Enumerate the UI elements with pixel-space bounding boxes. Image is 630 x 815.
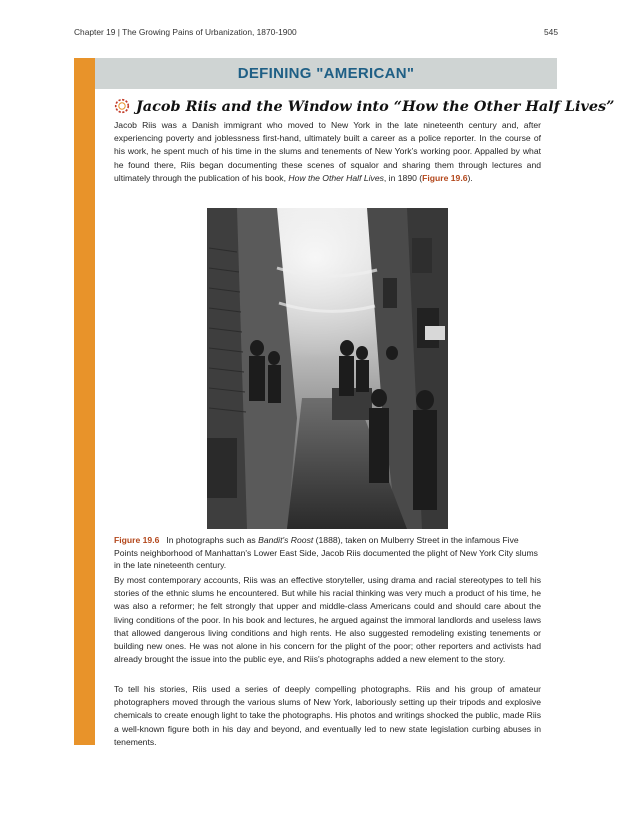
feature-title-text: Jacob Riis and the Window into “How the Other Half Lives” [136,97,615,115]
figure-reference-link[interactable]: Figure 19.6 [422,172,468,183]
feature-title [114,95,615,117]
paragraph-2: By most contemporary accounts, Riis was an effective storyteller, using drama and racial stereotypes to tell his stories of the ethnic slums he encountered. But while his racial thinking was very much a product of his time, he was also a reformer; he felt strongly that upper and middle-class Americans could and should care about the living conditions of the poor. In his book and lectures, he argued against the immoral landlords and useless laws that allowed dangerous living conditions and high rents. He also suggested remodeling existing tenements or building new ones. He was not alone in his concern for the plight of the poor; other reporters and activists had already brought the issue into the public eye, and Riis's photographs added a new element to the story. [114,575,541,665]
alley-photograph [207,208,448,529]
paragraph-1 [114,119,541,185]
american-badge-icon [114,98,130,114]
feature-accent-bar [74,58,95,745]
bandits-roost-photo [207,208,448,529]
caption-text-cont: (1888), taken on Mulberry Street in the infamous Five Points neighborhood of Manhattan's Lower East Side, Jacob Riis documented the plight of New York City slums in the late nineteenth century. [114,535,538,571]
paragraph-3: To tell his stories, Riis used a series of deeply compelling photographs. Riis and his group of amateur photographers moved through the various slums of New York, laboriously setting up their tripods and explosive chemicals to create enough light to take the photographs. His photos and writings shocked the public, made Riis a well-known figure both in his day and beyond, and eventually led to new state legislation curbing abuses in tenements. [114,684,541,747]
book-title: How the Other Half Lives [288,172,384,183]
paragraph-1-text-end: ). [467,172,473,183]
chapter-title: Chapter 19 | The Growing Pains of Urbanization, 1870-1900 [74,27,297,37]
photo-title: Bandit's Roost [258,535,314,545]
caption-text: In photographs such as [166,535,259,545]
figure-caption [114,534,541,572]
figure-label: Figure 19.6 [114,535,160,545]
feature-header: DEFINING "AMERICAN" [95,58,557,89]
running-head [74,27,558,39]
page-number: 545 [544,27,558,37]
paragraph-1-text-cont: , in 1890 ( [383,172,423,183]
paragraph-1-text: Jacob Riis was a Danish immigrant who moved to New York in the late nineteenth century and, after experiencing poverty and joblessness first-hand, ultimately built a career as a police reporter. In the course of his work, he spent much of his time in the slums and tenements of New York’s working poor. Appalled by what he found there, Riis began documenting these scenes of squalor and sharing them through lectures and ultimately through the publication of his book, [114,120,541,183]
